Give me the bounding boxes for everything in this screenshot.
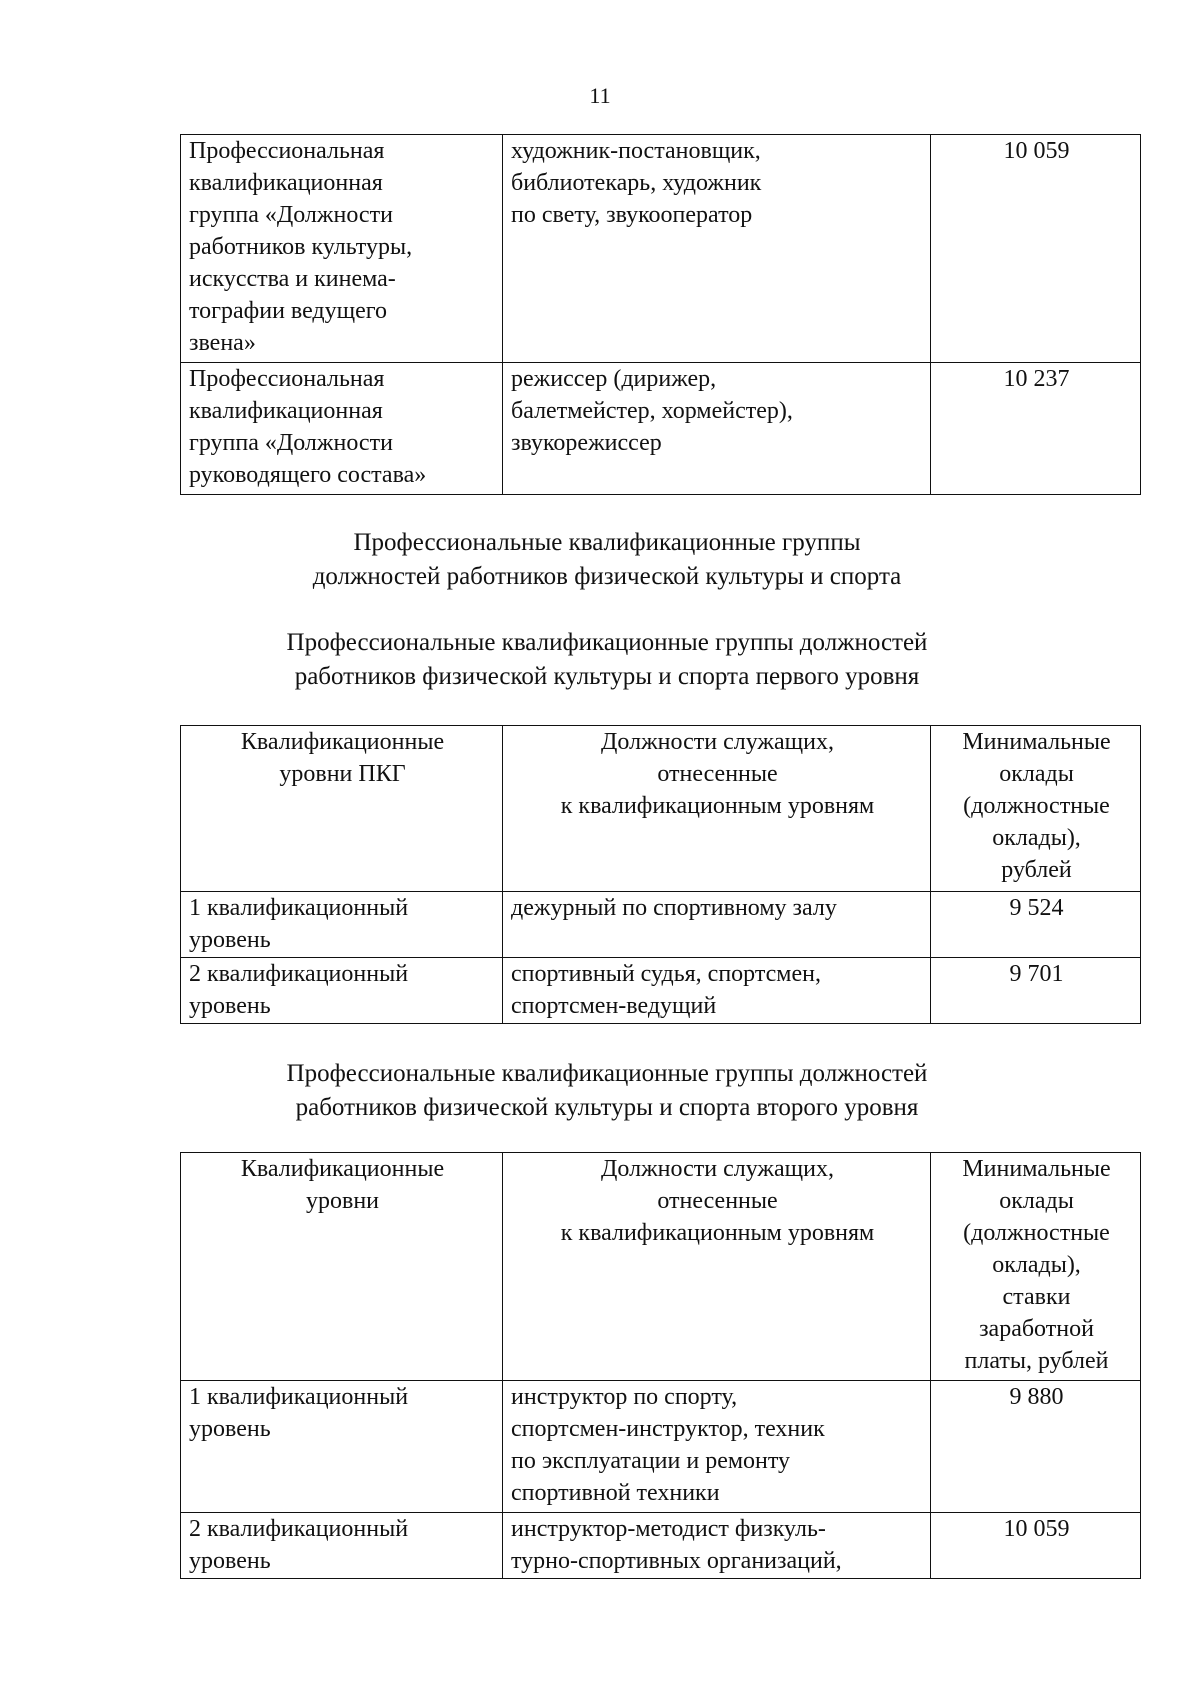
header-positions: Должности служащих, отнесенные к квалификационным уровням — [503, 1153, 931, 1381]
level-cell: 2 квалификационный уровень — [181, 1513, 503, 1579]
table-row — [181, 363, 1141, 495]
positions-cell: дежурный по спортивному залу — [503, 892, 931, 958]
salary-cell: 10 059 — [931, 1513, 1141, 1579]
salary-cell: 9 701 — [931, 958, 1141, 1024]
table-row — [181, 1381, 1141, 1513]
page-number: 11 — [589, 83, 611, 108]
positions-cell: режиссер (дирижер, балетмейстер, хормейстер), звукорежиссер — [503, 363, 931, 495]
positions-cell: инструктор-методист физкуль- турно-спортивных организаций, — [503, 1513, 931, 1579]
salary-cell: 10 237 — [931, 363, 1141, 495]
group-cell: Профессиональная квалификационная группа «Должности работников культуры, искусства и кинема- тографии ведущего звена» — [181, 135, 503, 363]
group-cell: Профессиональная квалификационная группа «Должности руководящего состава» — [181, 363, 503, 495]
positions-cell: инструктор по спорту, спортсмен-инструктор, техник по эксплуатации и ремонту спортивной техники — [503, 1381, 931, 1513]
table-header-row — [181, 1153, 1141, 1381]
level-cell: 1 квалификационный уровень — [181, 892, 503, 958]
header-salary: Минимальные оклады (должностные оклады), ставки заработной платы, рублей — [931, 1153, 1141, 1381]
table-row — [181, 892, 1141, 958]
header-positions: Должности служащих, отнесенные к квалификационным уровням — [503, 726, 931, 892]
level-cell: 2 квалификационный уровень — [181, 958, 503, 1024]
salary-cell: 9 880 — [931, 1381, 1141, 1513]
second-level-table — [180, 1152, 1141, 1579]
subheading-first-level: Профессиональные квалификационные группы должностей работников физической культуры и спорта первого уровня — [286, 629, 928, 690]
culture-positions-table — [180, 134, 1141, 495]
salary-cell: 10 059 — [931, 135, 1141, 363]
table-row — [181, 1513, 1141, 1579]
subheading-second-level: Профессиональные квалификационные группы должностей работников физической культуры и спорта второго уровня — [286, 1060, 928, 1121]
salary-cell: 9 524 — [931, 892, 1141, 958]
header-salary: Минимальные оклады (должностные оклады), рублей — [931, 726, 1141, 892]
table-row — [181, 958, 1141, 1024]
positions-cell: спортивный судья, спортсмен, спортсмен-ведущий — [503, 958, 931, 1024]
table-header-row — [181, 726, 1141, 892]
positions-cell: художник-постановщик, библиотекарь, художник по свету, звукооператор — [503, 135, 931, 363]
first-level-table — [180, 725, 1141, 1024]
table-row — [181, 135, 1141, 363]
section-heading: Профессиональные квалификационные группы должностей работников физической культуры и спорта — [312, 529, 902, 590]
header-levels: Квалификационные уровни — [181, 1153, 503, 1381]
level-cell: 1 квалификационный уровень — [181, 1381, 503, 1513]
header-levels: Квалификационные уровни ПКГ — [181, 726, 503, 892]
